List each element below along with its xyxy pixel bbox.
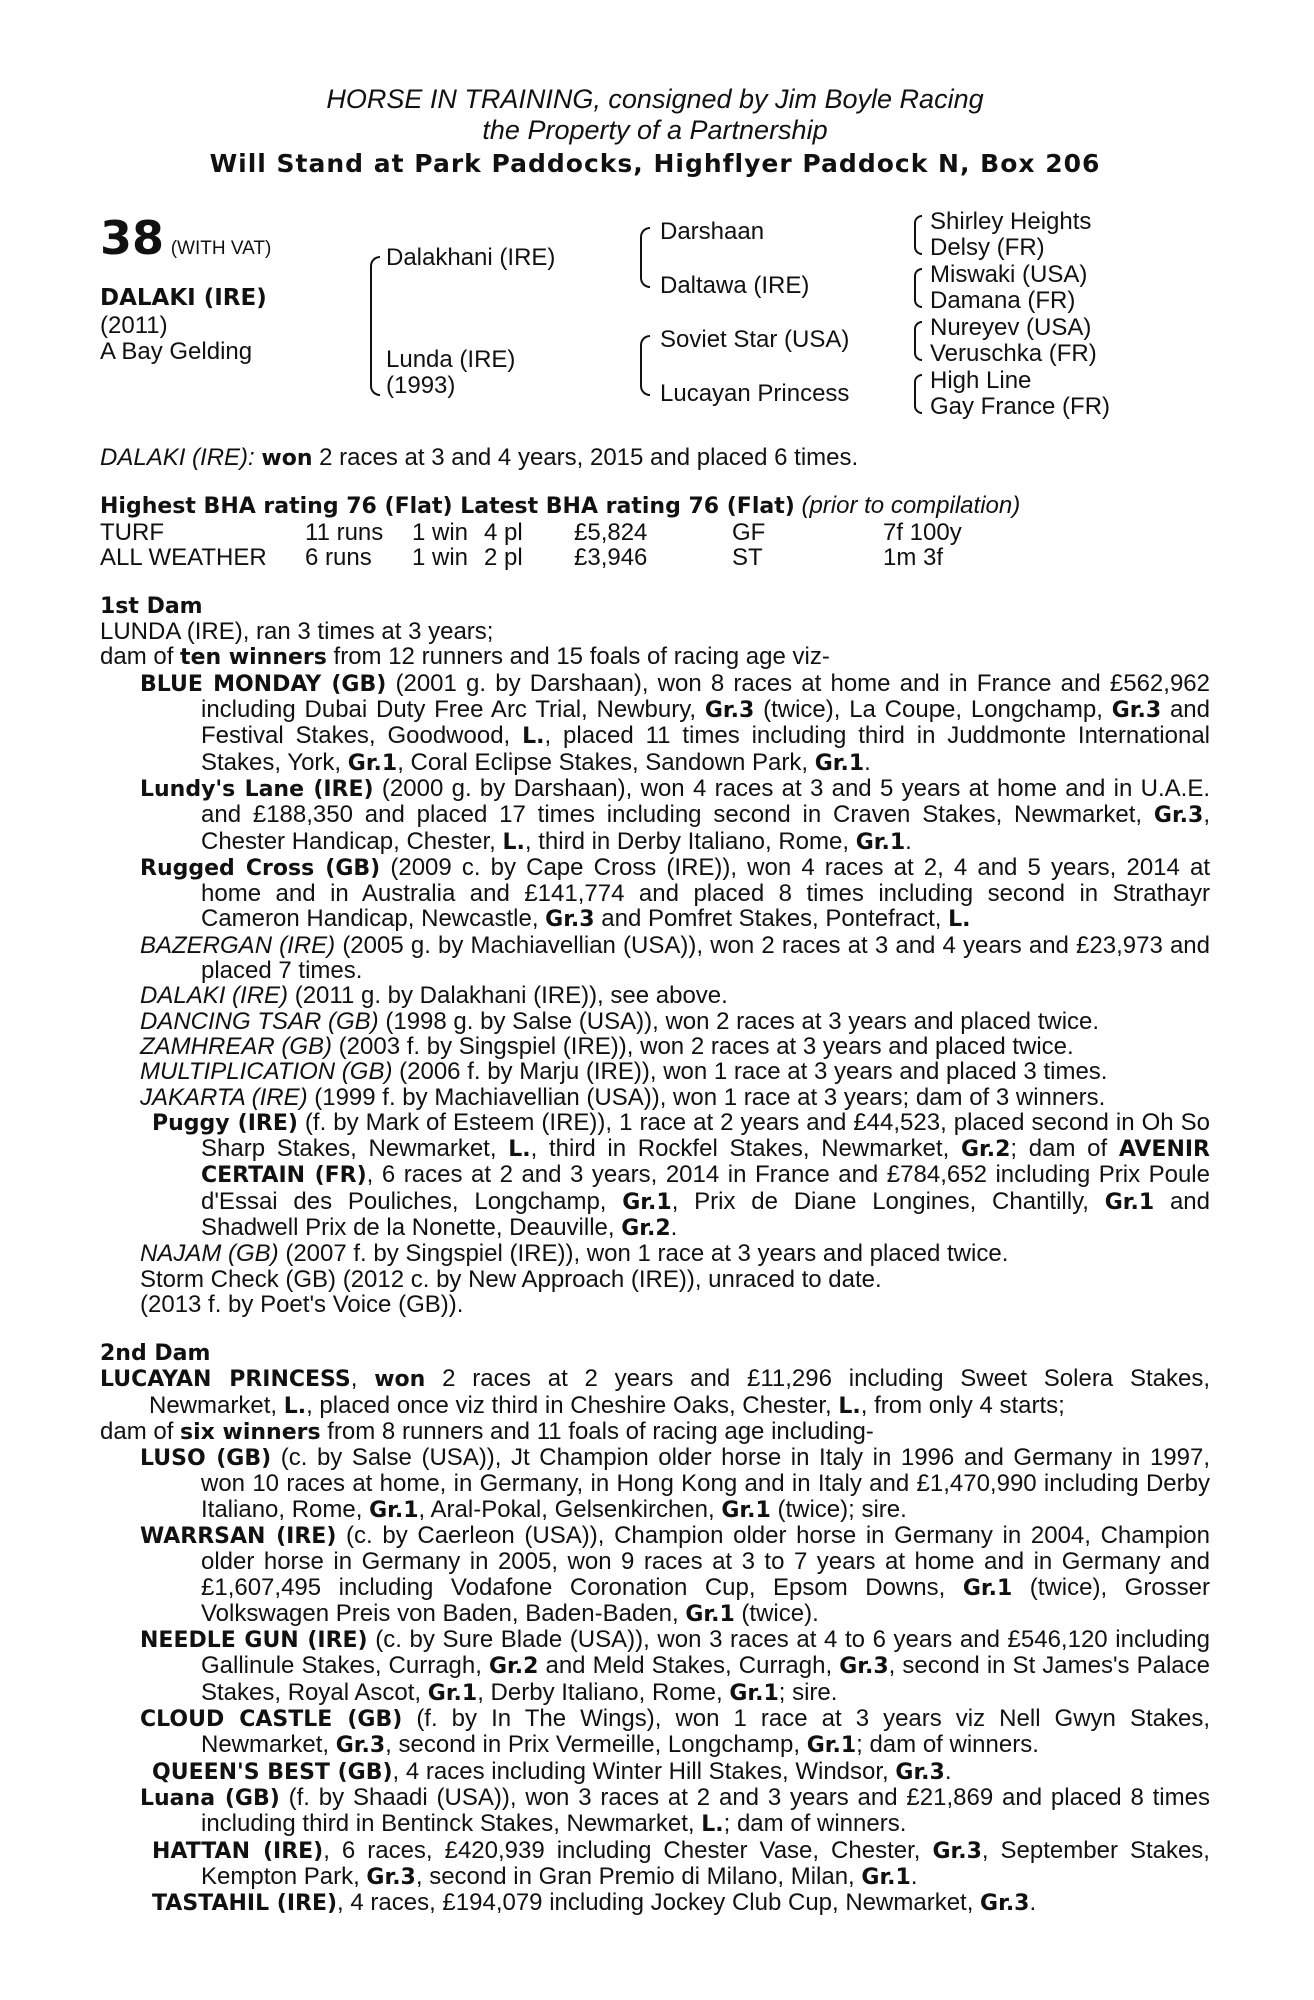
ancestor-5: Nureyev (USA) — [930, 314, 1092, 341]
entry-highlight: DALAKI (IRE) — [140, 982, 289, 1010]
produce-text: dam of — [100, 1417, 181, 1445]
catalogue-page — [100, 84, 1210, 1916]
entry-text: , placed 11 times including third in Juddmonte International Stakes, York, — [201, 722, 1211, 776]
entry-text: (twice), La Coupe, Longchamp, — [754, 696, 1112, 724]
entry-highlight: L. — [701, 1812, 724, 1838]
offspring-entry — [100, 1241, 1210, 1266]
entry-text: . — [1029, 1889, 1037, 1917]
summary-text: 2 races at 3 and 4 years, 2015 and placed 6 times. — [312, 444, 859, 471]
ancestor-2: Delsy (FR) — [930, 234, 1045, 261]
stats-cell: 6 runs — [305, 543, 372, 571]
entry-highlight: HATTAN (IRE) — [152, 1838, 324, 1864]
stats-cell: ST — [732, 543, 763, 571]
entry-highlight: Gr.1 — [369, 1497, 419, 1523]
entry-text: (c. by Salse (USA)), Jt Champion older horse in Italy in 1996 and Germany in 1997, won 10 races at home, in Germany, in Hong Kong and in Italy and £1,470,990 including Derby Italiano, Rome, — [201, 1444, 1210, 1523]
entry-highlight: Gr.2 — [488, 1654, 539, 1680]
entry-text: , September Stakes, Kempton Park, — [201, 1836, 1210, 1890]
stats-row-all-weather — [100, 545, 1210, 570]
entry-text: Storm Check (GB) (2012 c. by New Approach (IRE)), unraced to date. — [140, 1265, 882, 1293]
stats-cell: GF — [732, 518, 766, 546]
venue-line: Will Stand at Park Paddocks, Highflyer Paddock N, Box 206 — [209, 149, 1101, 178]
entry-text: (2009 c. by Cape Cross (IRE)), won 4 races at 2, 4 and 5 years, 2014 at home and in Australia and £141,774 and placed 8 times including second in Strathayr Cameron Handicap, Newcastle, — [201, 853, 1210, 933]
entry-highlight: Puggy (IRE) — [152, 1110, 298, 1136]
entry-text: , 4 races, £194,079 including Jockey Club Cup, Newmarket, — [337, 1889, 981, 1917]
entry-highlight: Gr.1 — [1104, 1189, 1155, 1215]
entry-text: (f. by Shaadi (USA)), won 3 races at 2 and 3 years and £21,869 and placed 8 times including third in Bentinck Stakes, Newmarket, — [201, 1783, 1210, 1838]
entry-text: (c. by Sure Blade (USA)), won 3 races at 4 to 6 years and £546,120 including Gallinule Stakes, Curragh, — [201, 1626, 1210, 1680]
entry-highlight: Gr.1 — [347, 750, 398, 776]
offspring-entry — [100, 1890, 1210, 1916]
second-dam-produce-line — [100, 1419, 1210, 1445]
entry-text: . — [670, 1214, 678, 1242]
entry-highlight: Gr.1 — [855, 829, 906, 855]
entry-text: , Coral Eclipse Stakes, Sandown Park, — [397, 748, 815, 776]
entry-text: (2011 g. by Dalakhani (IRE)), see above. — [288, 982, 728, 1010]
pedigree-bracket-5 — [914, 268, 922, 308]
second-dam-intro — [100, 1366, 1210, 1419]
summary-won: won — [261, 446, 313, 471]
entry-highlight: L. — [508, 1137, 531, 1163]
entry-highlight: Gr.1 — [729, 1680, 779, 1706]
entry-text: (2007 f. by Singspiel (IRE)), won 1 race at 3 years and placed twice. — [278, 1240, 1009, 1268]
entry-highlight: Gr.3 — [335, 1733, 386, 1759]
entry-highlight: Gr.1 — [806, 1733, 857, 1759]
offspring-entry — [100, 1838, 1210, 1891]
entry-text: (2006 f. by Marju (IRE)), won 1 race at 3 years and placed 3 times. — [392, 1058, 1108, 1086]
offspring-entry — [100, 776, 1210, 855]
property-line: the Property of a Partnership — [482, 115, 828, 145]
entry-text: , from only 4 starts; — [860, 1391, 1065, 1419]
entry-highlight: L. — [283, 1393, 307, 1419]
entry-text: and Shadwell Prix de la Nonette, Deauville, — [201, 1187, 1211, 1242]
offspring-entry — [100, 855, 1210, 933]
stats-cell: 1 win — [412, 543, 469, 571]
lot-number: 38 — [100, 211, 165, 265]
entry-text: (twice). — [734, 1599, 819, 1627]
rating-label: Highest BHA rating 76 (Flat) Latest BHA rating 76 (Flat) — [100, 494, 795, 520]
first-dam-line: LUNDA (IRE), ran 3 times at 3 years; — [100, 618, 494, 646]
stats-table — [100, 520, 1210, 571]
stats-row-turf — [100, 520, 1210, 545]
entry-text: , Chester Handicap, Chester, — [201, 801, 1210, 855]
entry-highlight: Gr.1 — [861, 1864, 911, 1890]
entry-highlight: TASTAHIL (IRE) — [152, 1891, 338, 1917]
page-header — [100, 84, 1210, 179]
entry-text: , — [350, 1365, 375, 1393]
entry-text: 2 races at 2 years and £11,296 including Sweet Solera Stakes, Newmarket, — [149, 1365, 1210, 1419]
entry-highlight: CLOUD CASTLE (GB) — [140, 1707, 403, 1733]
entry-text: . — [905, 827, 912, 855]
entry-text: and Meld Stakes, Curragh, — [538, 1652, 840, 1680]
entry-highlight: Gr.1 — [721, 1497, 771, 1523]
dam-year: (1993) — [386, 372, 456, 399]
stats-cell: ALL WEATHER — [100, 543, 267, 571]
produce-text: dam of — [100, 643, 181, 671]
entry-highlight: Gr.1 — [622, 1189, 672, 1215]
entry-text: , Derby Italiano, Rome, — [477, 1678, 730, 1706]
second-dam-heading: 2nd Dam — [100, 1341, 211, 1367]
offspring-entry — [100, 671, 1210, 776]
stats-cell: 2 pl — [484, 543, 523, 571]
entry-highlight: QUEEN'S BEST (GB) — [152, 1759, 393, 1785]
entry-highlight: MULTIPLICATION (GB) — [140, 1058, 393, 1086]
entry-text: , second in Prix Vermeille, Longchamp, — [385, 1731, 807, 1759]
lot-heading — [100, 211, 272, 265]
entry-text: , 4 races including Winter Hill Stakes, Windsor, — [392, 1757, 896, 1785]
entry-highlight: Rugged Cross (GB) — [140, 855, 381, 881]
second-dam-offspring-list — [100, 1445, 1210, 1916]
entry-text: . — [864, 748, 871, 776]
entry-highlight: Gr.3 — [895, 1759, 945, 1785]
ancestor-4: Damana (FR) — [930, 287, 1076, 314]
entry-text: . — [944, 1757, 952, 1785]
ancestor-8: Gay France (FR) — [930, 393, 1111, 420]
horse-name: DALAKI (IRE) — [100, 285, 267, 311]
entry-text: , second in Gran Premio di Milano, Milan, — [415, 1862, 862, 1890]
entry-highlight: DANCING TSAR (GB) — [140, 1007, 379, 1035]
offspring-entry — [100, 1085, 1210, 1110]
offspring-entry — [100, 983, 1210, 1008]
offspring-entry — [100, 1445, 1210, 1523]
entry-text: (2003 f. by Singspiel (IRE)), won 2 races at 3 years and placed twice. — [332, 1032, 1074, 1060]
entry-highlight: Lundy's Lane (IRE) — [140, 776, 374, 802]
entry-text: (f. by Mark of Esteem (IRE)), 1 race at 2 years and £44,523, placed second in Oh So Sharp Stakes, Newmarket, — [201, 1108, 1211, 1163]
entry-text: (1999 f. by Machiavellian (USA)), won 1 race at 3 years; dam of 3 winners. — [307, 1083, 1106, 1111]
winner-count: ten winners — [180, 645, 327, 671]
stats-cell: TURF — [100, 518, 164, 546]
offspring-entry — [100, 1034, 1210, 1059]
entry-text: (twice), Grosser Volkswagen Preis von Baden, Baden-Baden, — [201, 1573, 1211, 1627]
entry-highlight: L. — [522, 724, 545, 750]
entry-highlight: WARRSAN (IRE) — [140, 1523, 337, 1549]
pedigree-bracket-1 — [370, 256, 380, 396]
entry-text: , third in Derby Italiano, Rome, — [524, 827, 856, 855]
entry-highlight: Gr.3 — [366, 1864, 416, 1890]
stats-cell: £5,824 — [574, 518, 648, 546]
ancestor-1: Shirley Heights — [930, 208, 1092, 235]
horse-year: (2011) — [100, 312, 168, 339]
offspring-entry — [100, 1110, 1210, 1241]
stats-cell: 4 pl — [484, 518, 523, 546]
pedigree-bracket-2 — [640, 227, 650, 288]
entry-highlight: Gr.2 — [960, 1137, 1011, 1163]
produce-text: from 8 runners and 11 foals of racing age including- — [320, 1417, 874, 1445]
pedigree-bracket-4 — [914, 215, 922, 255]
entry-highlight: Gr.3 — [932, 1838, 982, 1864]
entry-highlight: NEEDLE GUN (IRE) — [140, 1628, 368, 1654]
entry-highlight: Gr.3 — [1111, 698, 1162, 724]
entry-highlight: Gr.3 — [1153, 803, 1204, 829]
entry-highlight: L. — [838, 1393, 861, 1419]
sire-name: Dalakhani (IRE) — [386, 244, 556, 271]
first-dam-offspring-list — [100, 671, 1210, 1317]
pedigree-block — [100, 209, 1210, 449]
entry-highlight: LUCAYAN PRINCESS — [100, 1367, 351, 1393]
entry-text: and Festival Stakes, Goodwood, — [201, 696, 1210, 750]
entry-highlight: BAZERGAN (IRE) — [140, 931, 336, 959]
dam-name: Lunda (IRE) — [386, 346, 516, 373]
entry-text: (1998 g. by Salse (USA)), won 2 races at 3 years and placed twice. — [378, 1007, 1100, 1035]
entry-highlight: L. — [948, 907, 971, 933]
consignor-line: HORSE IN TRAINING, consigned by Jim Boyle Racing — [326, 84, 984, 114]
offspring-entry — [100, 1759, 1210, 1785]
entry-text: , Prix de Diane Longines, Chantilly, — [671, 1187, 1105, 1215]
winner-count: six winners — [180, 1419, 321, 1445]
summary-horse-name: DALAKI (IRE) — [100, 444, 249, 471]
entry-highlight: Gr.2 — [621, 1216, 671, 1242]
entry-highlight: Gr.3 — [704, 698, 755, 724]
offspring-entry — [100, 1785, 1210, 1838]
stats-cell: 7f 100y — [883, 518, 962, 546]
entry-text: and Pomfret Stakes, Pontefract, — [594, 905, 949, 933]
entry-highlight: LUSO (GB) — [140, 1446, 272, 1472]
entry-text: ; sire. — [778, 1678, 838, 1706]
produce-text: from 12 runners and 15 foals of racing age viz- — [326, 643, 830, 671]
entry-text: (2005 g. by Machiavellian (USA)), won 2 races at 3 and 4 years and £23,973 and placed 7 times. — [201, 931, 1210, 985]
entry-text: , Aral-Pokal, Gelsenkirchen, — [418, 1495, 722, 1523]
offspring-entry — [100, 1059, 1210, 1084]
pedigree-bracket-6 — [914, 321, 922, 361]
first-dam-heading: 1st Dam — [100, 594, 203, 620]
entry-highlight: Gr.1 — [427, 1680, 478, 1706]
offspring-entry — [100, 1627, 1210, 1706]
first-dam-produce-line — [100, 644, 1210, 670]
entry-text: . — [910, 1862, 918, 1890]
horse-description: A Bay Gelding — [100, 338, 253, 365]
stats-cell: 1 win — [412, 518, 469, 546]
entry-highlight: BLUE MONDAY (GB) — [140, 671, 387, 697]
entry-text: (2013 f. by Poet's Voice (GB)). — [140, 1290, 464, 1318]
entry-highlight: Gr.1 — [814, 750, 865, 776]
entry-text: , placed once viz third in Cheshire Oaks, Chester, — [306, 1391, 839, 1419]
stats-cell: 11 runs — [305, 518, 384, 546]
stats-cell: 1m 3f — [883, 543, 944, 571]
entry-text: ; dam of winners. — [723, 1810, 907, 1838]
offspring-entry — [100, 1706, 1210, 1759]
offspring-entry — [100, 933, 1210, 984]
entry-highlight: NAJAM (GB) — [140, 1240, 279, 1268]
rating-note: (prior to compilation) — [801, 492, 1021, 520]
pedigree-bracket-7 — [914, 374, 922, 414]
summary-colon: : — [248, 444, 255, 471]
ancestor-3: Miswaki (USA) — [930, 261, 1088, 288]
entry-text: , 6 races, £420,939 including Chester Vase, Chester, — [323, 1836, 933, 1864]
pedigree-bracket-3 — [640, 335, 650, 396]
entry-highlight: ZAMHREAR (GB) — [140, 1032, 332, 1060]
entry-highlight: Gr.3 — [980, 1891, 1030, 1917]
rating-line — [100, 493, 1210, 519]
entry-text: (2001 g. by Darshaan), won 8 races at home and in France and £562,962 including Dubai Duty Free Arc Trial, Newbury, — [201, 669, 1210, 724]
entry-text: (f. by In The Wings), won 1 race at 3 years viz Nell Gwyn Stakes, Newmarket, — [201, 1705, 1210, 1759]
offspring-entry — [100, 1523, 1210, 1627]
entry-highlight: L. — [502, 829, 525, 855]
entry-text: , 6 races at 2 and 3 years, 2014 in France and £784,652 including Prix Poule d'Essai des Pouliches, Longchamp, — [201, 1161, 1210, 1215]
entry-text: , third in Rockfel Stakes, Newmarket, — [530, 1135, 961, 1163]
entry-highlight: JAKARTA (IRE) — [140, 1083, 308, 1111]
ancestor-7: High Line — [930, 367, 1032, 394]
entry-highlight: Gr.1 — [962, 1575, 1013, 1601]
entry-text: (c. by Caerleon (USA)), Champion older horse in Germany in 2004, Champion older horse in Germany in 2005, won 9 races at 3 to 7 years at home and in Germany and £1,607,495 including Vodafone Coronation Cup, Epsom Downs, — [201, 1521, 1210, 1601]
entry-highlight: Gr.1 — [685, 1601, 735, 1627]
entry-text: ; dam of winners. — [856, 1731, 1039, 1759]
stats-cell: £3,946 — [574, 543, 648, 571]
offspring-entry — [100, 1009, 1210, 1034]
entry-highlight: Gr.3 — [839, 1654, 889, 1680]
entry-highlight: Gr.3 — [545, 907, 595, 933]
entry-text: , second in St James's Palace Stakes, Royal Ascot, — [201, 1652, 1210, 1706]
entry-highlight: Luana (GB) — [140, 1785, 280, 1811]
sire-sire-name: Darshaan — [660, 218, 765, 245]
entry-text: (2000 g. by Darshaan), won 4 races at 3 and 5 years at home and in U.A.E. and £188,350 and placed 17 times including second in Craven Stakes, Newmarket, — [201, 774, 1211, 829]
entry-text: (twice); sire. — [770, 1495, 907, 1523]
ancestor-6: Veruschka (FR) — [930, 340, 1097, 367]
dam-sire-name: Soviet Star (USA) — [660, 326, 850, 353]
entry-highlight: won — [374, 1367, 426, 1393]
sire-dam-name: Daltawa (IRE) — [660, 272, 810, 299]
offspring-entry — [100, 1267, 1210, 1292]
offspring-entry — [100, 1292, 1210, 1317]
entry-highlight: AVENIR CERTAIN (FR) — [201, 1137, 1211, 1189]
vat-note: (WITH VAT) — [170, 238, 272, 259]
entry-text: ; dam of — [1010, 1135, 1119, 1163]
dam-dam-name: Lucayan Princess — [660, 380, 850, 407]
